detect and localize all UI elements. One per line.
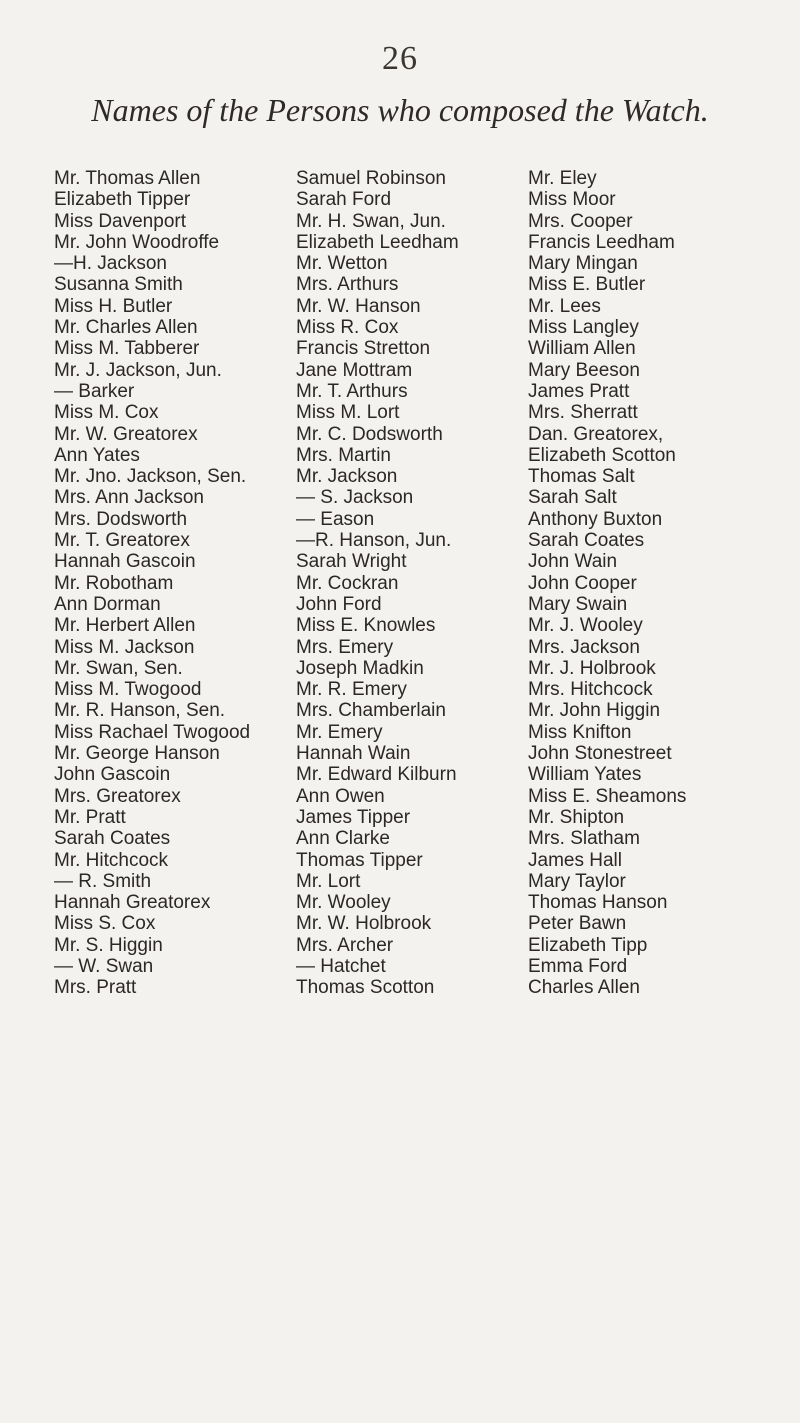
name-entry: Mr. John Woodroffe (54, 231, 220, 253)
name-entry: Mr. John Higgin (528, 700, 661, 722)
name-entry: Mr. T. Greatorex (54, 530, 190, 552)
name-entry: John Stonestreet (528, 743, 672, 765)
name-entry: Elizabeth Scotton (528, 444, 676, 466)
name-entry: Miss E. Knowles (296, 615, 436, 637)
name-entry: Mary Mingan (528, 253, 638, 275)
name-entry: Ann Yates (54, 444, 140, 466)
name-entry: — Hatchet (296, 955, 386, 977)
name-entry: Miss M. Lort (296, 402, 400, 424)
name-entry: Mr. Thomas Allen (54, 168, 201, 189)
name-entry: John Gascoin (54, 764, 171, 786)
name-entry: Thomas Salt (528, 466, 635, 488)
name-entry: Mrs. Greatorex (54, 785, 181, 807)
name-entry: Mr. Robotham (54, 572, 174, 594)
name-entry: Miss S. Cox (54, 913, 156, 935)
name-entry: Miss M. Tabberer (54, 338, 200, 360)
name-entry: —H. Jackson (54, 253, 167, 275)
name-entry: Mrs. Emery (296, 636, 394, 658)
name-entry: Mrs. Archer (296, 934, 394, 956)
name-entry: —R. Hanson, Jun. (296, 530, 452, 552)
name-entry: Miss M. Jackson (54, 636, 195, 658)
name-entry: Mr. T. Arthurs (296, 380, 408, 402)
name-entry: Mr. R. Hanson, Sen. (54, 700, 226, 722)
name-entry: Samuel Robinson (296, 168, 446, 189)
name-entry: Mr. Lort (296, 870, 361, 892)
name-entry: Sarah Salt (528, 487, 617, 509)
name-entry: Mr. Jackson (296, 466, 398, 488)
name-entry: Mr. Charles Allen (54, 317, 198, 339)
name-entry: Mr. Pratt (54, 806, 126, 828)
name-entry: Peter Bawn (528, 913, 627, 935)
name-entry: Mr. George Hanson (54, 743, 220, 765)
name-entry: Francis Stretton (296, 338, 431, 360)
name-entry: Mr. W. Greatorex (54, 423, 198, 445)
name-entry: Elizabeth Leedham (296, 231, 459, 253)
name-entry: Francis Leedham (528, 231, 675, 253)
name-entry: Mr. Shipton (528, 806, 625, 828)
name-entry: Miss Rachael Twogood (54, 721, 251, 743)
name-entry: — Eason (296, 508, 375, 530)
name-entry: Mr. Cockran (296, 572, 399, 594)
name-entry: Mrs. Slatham (528, 828, 640, 850)
name-entry: Mrs. Arthurs (296, 274, 399, 296)
name-entry: Miss Langley (528, 317, 639, 339)
name-entry: John Ford (296, 593, 382, 615)
name-column-1 (54, 168, 274, 999)
name-entry: Mrs. Martin (296, 444, 391, 466)
name-entry: Mr. Jno. Jackson, Sen. (54, 466, 247, 488)
name-entry: Mr. Wooley (296, 892, 391, 914)
name-entry: Mrs. Pratt (54, 977, 137, 999)
name-entry: Mr. W. Holbrook (296, 913, 432, 935)
name-entry: James Pratt (528, 380, 630, 402)
name-entry: Mr. Emery (296, 721, 383, 743)
name-entry: Mr. C. Dodsworth (296, 423, 443, 445)
name-entry: Sarah Wright (296, 551, 407, 573)
name-entry: Mrs. Jackson (528, 636, 640, 658)
name-entry: Jane Mottram (296, 359, 413, 381)
name-entry: John Wain (528, 551, 618, 573)
name-column-2 (296, 168, 526, 999)
name-entry: Joseph Madkin (296, 657, 424, 679)
name-entry: Thomas Tipper (296, 849, 423, 871)
name-entry: Mary Swain (528, 593, 628, 615)
name-entry: Mr. Swan, Sen. (54, 657, 183, 679)
page-title: Names of the Persons who composed the Watch. (91, 92, 709, 128)
name-entry: Miss Knifton (528, 721, 632, 743)
name-entry: Mr. Wetton (296, 253, 388, 275)
name-entry: Mary Beeson (528, 359, 640, 381)
name-entry: — W. Swan (54, 955, 154, 977)
name-entry: Miss M. Twogood (54, 679, 202, 701)
name-entry: Mr. J. Wooley (528, 615, 643, 637)
name-entry: Susanna Smith (54, 274, 183, 296)
name-entry: Ann Clarke (296, 828, 390, 850)
name-entry: Mr. Edward Kilburn (296, 764, 457, 786)
name-entry: Mr. H. Swan, Jun. (296, 210, 446, 232)
name-entry: Miss R. Cox (296, 317, 399, 339)
name-entry: Sarah Ford (296, 189, 392, 211)
name-entry: Mrs. Dodsworth (54, 508, 188, 530)
name-entry: Thomas Scotton (296, 977, 435, 999)
name-entry: Miss M. Cox (54, 402, 159, 424)
name-entry: Mrs. Hitchcock (528, 679, 653, 701)
name-entry: Sarah Coates (54, 828, 171, 850)
name-entry: Mr. Hitchcock (54, 849, 169, 871)
name-entry: William Yates (528, 764, 642, 786)
name-entry: William Allen (528, 338, 636, 360)
name-entry: Sarah Coates (528, 530, 645, 552)
name-entry: Anthony Buxton (528, 508, 663, 530)
name-entry: Ann Owen (296, 785, 385, 807)
name-entry: Mr. J. Jackson, Jun. (54, 359, 222, 381)
name-entry: James Tipper (296, 806, 411, 828)
name-entry: Mr. Eley (528, 168, 597, 189)
name-entry: Thomas Hanson (528, 892, 668, 914)
name-entry: — S. Jackson (296, 487, 414, 509)
name-entry: Mr. S. Higgin (54, 934, 163, 956)
name-entry: Emma Ford (528, 955, 628, 977)
name-entry: Miss Davenport (54, 210, 186, 232)
name-entry: Mr. R. Emery (296, 679, 407, 701)
name-entry: Miss E. Sheamons (528, 785, 687, 807)
name-entry: John Cooper (528, 572, 637, 594)
name-entry: Hannah Gascoin (54, 551, 196, 573)
name-entry: Mr. Lees (528, 295, 601, 317)
name-column-3 (528, 168, 768, 999)
name-entry: Ann Dorman (54, 593, 161, 615)
name-entry: Mary Taylor (528, 870, 626, 892)
name-entry: James Hall (528, 849, 622, 871)
name-entry: Miss H. Butler (54, 295, 173, 317)
name-entry: Hannah Greatorex (54, 892, 211, 914)
name-entry: Mr. Herbert Allen (54, 615, 196, 637)
name-entry: Elizabeth Tipper (54, 189, 191, 211)
name-entry: Mr. W. Hanson (296, 295, 421, 317)
name-entry: Hannah Wain (296, 743, 411, 765)
name-entry: — Barker (54, 380, 135, 402)
name-entry: Miss Moor (528, 189, 616, 211)
name-entry: Mrs. Sherratt (528, 402, 638, 424)
name-entry: — R. Smith (54, 870, 152, 892)
name-entry: Mrs. Chamberlain (296, 700, 446, 722)
name-entry: Charles Allen (528, 977, 640, 999)
page-number: 26 (382, 40, 418, 77)
name-entry: Mr. J. Holbrook (528, 657, 656, 679)
name-entry: Elizabeth Tipp (528, 934, 648, 956)
name-entry: Miss E. Butler (528, 274, 646, 296)
name-entry: Mrs. Cooper (528, 210, 633, 232)
name-entry: Mrs. Ann Jackson (54, 487, 204, 509)
name-entry: Dan. Greatorex, (528, 423, 664, 445)
